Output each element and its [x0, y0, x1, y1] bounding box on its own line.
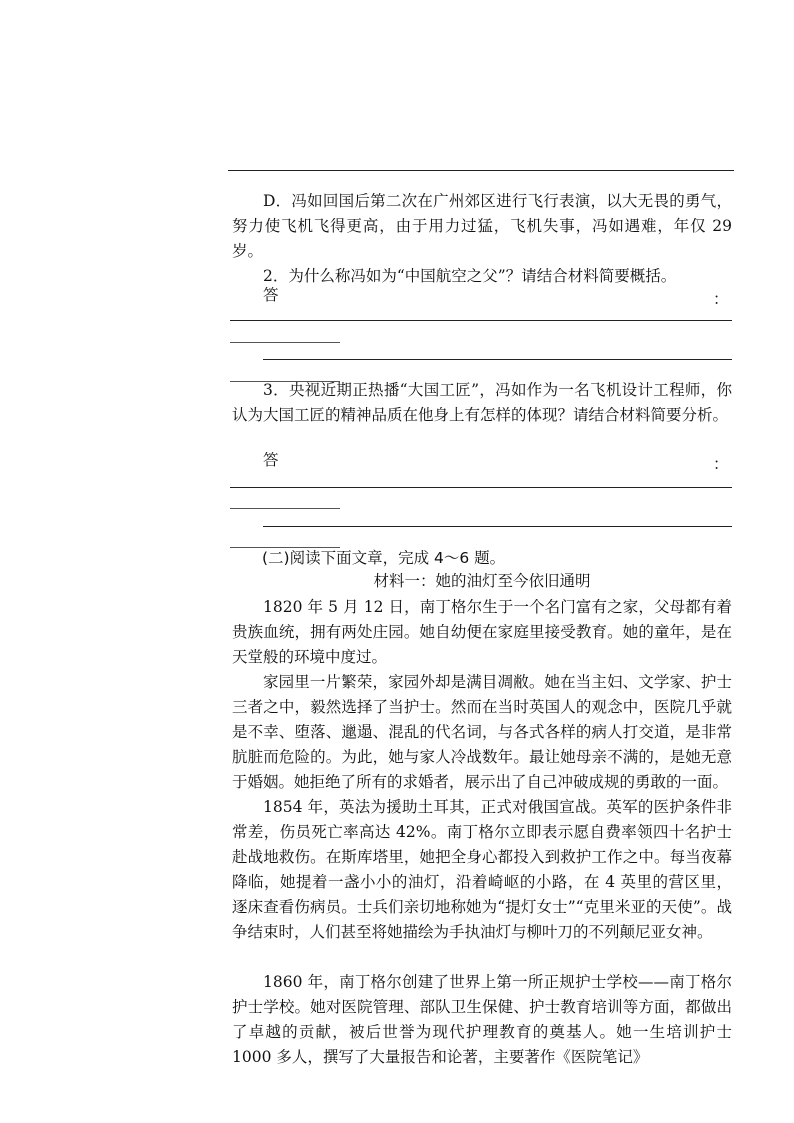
answer-line-q3-1 [230, 487, 732, 488]
article-paragraph-2: 家园里一片繁荣，家园外却是满目凋敝。她在当主妇、文学家、护士三者之中，毅然选择了当护士。然而在当时英国人的观念中，医院几乎就是不幸、堕落、邋遢、混乱的代名词，与各式各样的病人打交道，是非常肮脏而危险的。为此，她与家人冷战数年。最让她母亲不满的，是她无意于婚姻。她拒绝了所有的求婚者，展示出了自己冲破成规的勇敢的一面。 [232, 673, 732, 791]
option-d: D．冯如回国后第二次在广州郊区进行飞行表演，以大无畏的勇气，努力使飞机飞得更高，由于用力过猛，飞机失事，冯如遇难，年仅 29 岁。 [232, 192, 732, 260]
question-2: 2．为什么称冯如为“中国航空之父”？请结合材料简要概括。 [263, 267, 677, 285]
article-paragraph-4: 1860 年，南丁格尔创建了世界上第一所正规护士学校——南丁格尔护士学校。她对医院管理、部队卫生保健、护士教育培训等方面，都做出了卓越的贡献，被后世誉为现代护理教育的奠基人。她一生培训护士 1000 多人，撰写了大量报告和论著，主要著作《医院笔记》 [232, 973, 732, 1066]
article-paragraph-1: 1820 年 5 月 12 日，南丁格尔生于一个名门富有之家，父母都有着贵族血统，拥有两处庄园。她自幼便在家庭里接受教育。她的童年，是在天堂般的环境中度过。 [232, 598, 732, 666]
header-rule [228, 170, 734, 171]
answer-label-q2: 答 [263, 286, 279, 304]
answer-label-q3: 答 [263, 451, 279, 469]
question-3: 3．央视近期正热播“大国工匠”，冯如作为一名飞机设计工程师，你认为大国工匠的精神品质在他身上有怎样的体现？请结合材料简要分析。 [232, 381, 732, 424]
answer-colon-q2: ： [713, 290, 729, 308]
answer-line-q2-2 [230, 342, 340, 343]
answer-line-q3-2 [230, 508, 340, 509]
answer-line-q3-3 [263, 526, 732, 527]
article-paragraph-3: 1854 年，英法为援助土耳其，正式对俄国宣战。英军的医护条件非常差，伤员死亡率高达 42%。南丁格尔立即表示愿自费率领四十名护士赴战地救伤。在斯库塔里，她把全身心都投入到救护工作之中。每当夜幕降临，她提着一盏小小的油灯，沿着崎岖的小路，在 4 英里的营区里，逐床查看伤病员。士兵们亲切地称她为“提灯女士”“克里米亚的天使”。战争结束时，人们甚至将她描绘为手执油灯与柳叶刀的不列颠尼亚女神。 [232, 798, 732, 941]
answer-line-q2-1 [230, 320, 732, 321]
answer-line-q2-3 [263, 359, 732, 360]
section-heading: (二)阅读下面文章，完成 4～6 题。 [262, 549, 506, 567]
answer-colon-q3: ： [713, 455, 729, 473]
material-title: 材料一：她的油灯至今依旧通明 [373, 572, 591, 590]
